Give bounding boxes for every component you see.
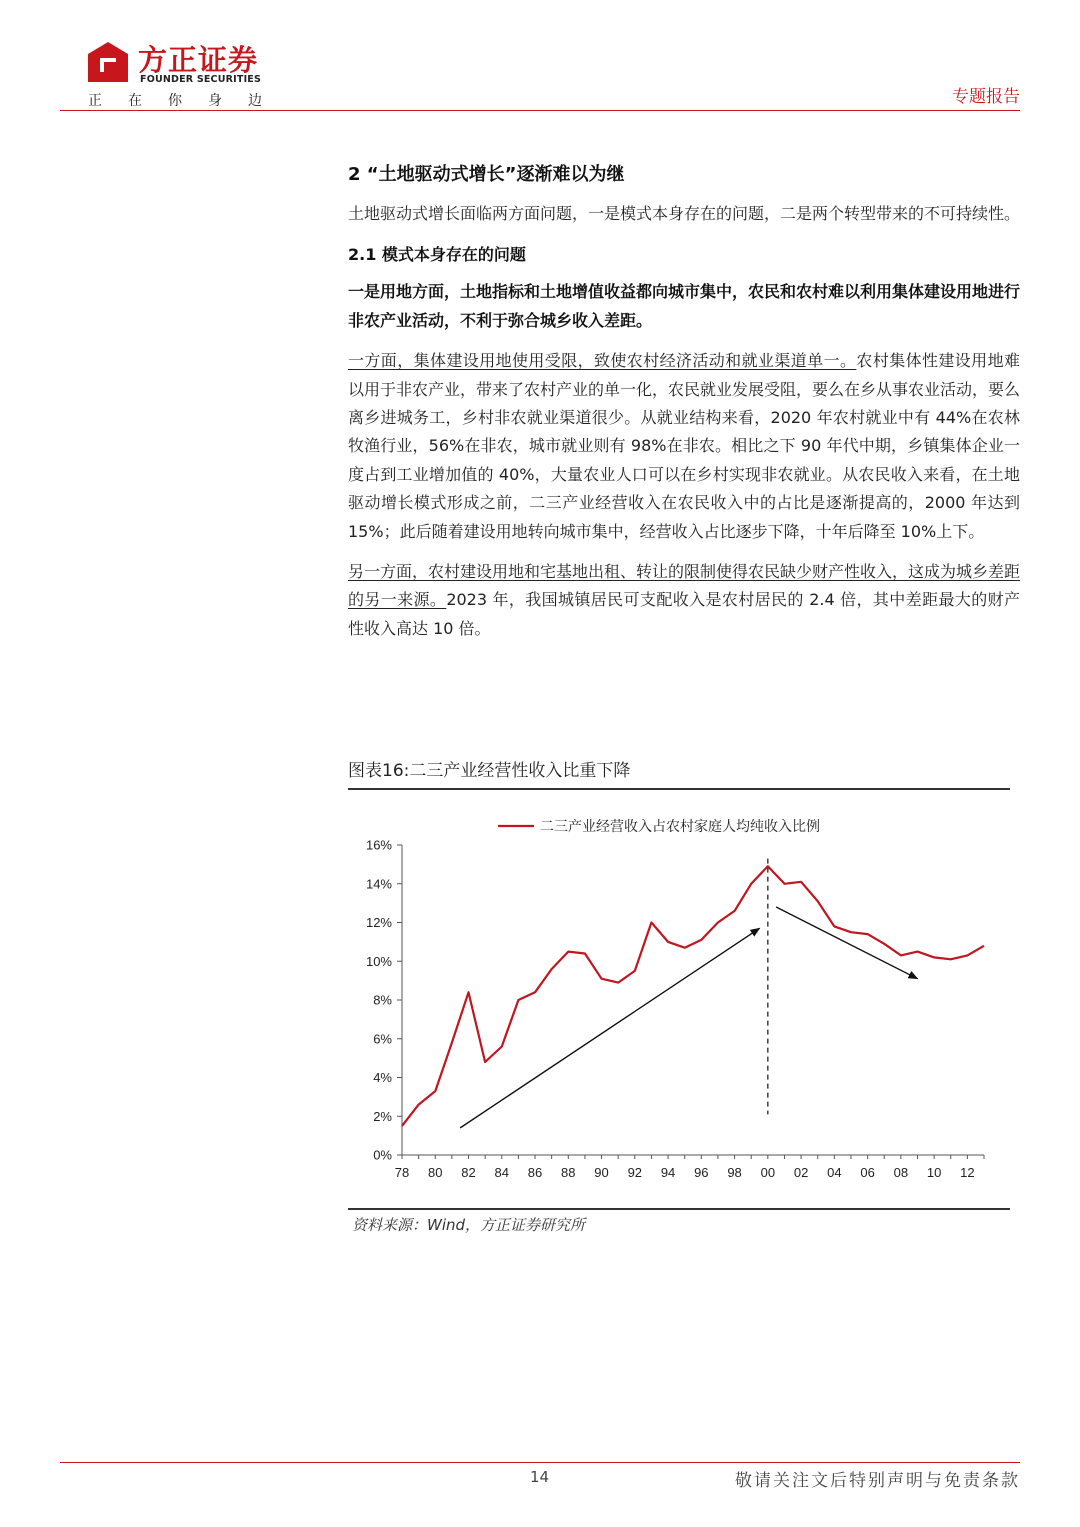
paragraph-body: 农村集体性建设用地难以用于非农产业，带来了农村产业的单一化，农民就业发展受阻，要么在乡从事农业活动，要么离乡进城务工，乡村非农就业渠道很少。从就业结构来看，2020 年农村就业中有 44%在农林牧渔行业，56%在非农，城市就业则有 98%在非农。相比之下 90 年代中期，乡镇集体企业一度占到工业增加值的 40%，大量农业人口可以在乡村实现非农就业。从农民收入来看，在土地驱动增长模式形成之前，二三产业经营收入在农民收入中的占比是逐渐提高的，2000 年达到 15%；此后随着建设用地转向城市集中，经营收入占比逐步下降，十年后降至 10%上下。 bbox=[348, 351, 1021, 541]
x-tick-label: 92 bbox=[627, 1165, 643, 1180]
y-tick-label: 6% bbox=[373, 1031, 392, 1047]
x-tick-label: 78 bbox=[394, 1165, 410, 1180]
x-tick-label: 94 bbox=[660, 1165, 676, 1180]
y-tick-label: 12% bbox=[365, 915, 392, 930]
y-tick-label: 8% bbox=[373, 992, 392, 1008]
y-tick-label: 10% bbox=[365, 953, 392, 969]
y-tick-label: 4% bbox=[373, 1070, 392, 1085]
article-body bbox=[348, 158, 1020, 655]
slogan: 正在你身边 bbox=[88, 93, 288, 109]
figure-title: 图表16:二三产业经营性收入比重下降 bbox=[348, 761, 631, 781]
y-tick-label: 2% bbox=[373, 1108, 392, 1124]
y-tick-label: 16% bbox=[365, 837, 392, 853]
disclaimer-link[interactable]: 敬请关注文后特别声明与免责条款 bbox=[735, 1471, 1020, 1491]
section-heading: 2 “土地驱动式增长”逐渐难以为继 bbox=[348, 164, 625, 185]
y-tick-label: 14% bbox=[365, 876, 392, 892]
figure-bottom-rule bbox=[348, 1208, 1010, 1210]
series-line bbox=[402, 866, 984, 1126]
x-tick-label: 82 bbox=[461, 1165, 476, 1180]
footer-divider bbox=[60, 1462, 1020, 1463]
x-tick-label: 90 bbox=[594, 1165, 609, 1180]
subsection-heading: 2.1 模式本身存在的问题 bbox=[348, 245, 526, 265]
founder-logo-icon bbox=[86, 40, 130, 84]
paragraph-lead-underlined: 另一方面，农村建设用地和宅基地出租、转让的限制使得农民缺少财产性收入，这成为城乡差距的另一来源。 bbox=[348, 562, 1021, 610]
report-type-label: 专题报告 bbox=[952, 87, 1020, 107]
line-chart bbox=[348, 795, 1010, 1205]
x-tick-label: 86 bbox=[527, 1165, 543, 1180]
paragraph-body: 2023 年，我国城镇居民可支配收入是农村居民的 2.4 倍，其中差距最大的财产性收入高达 10 倍。 bbox=[348, 590, 1020, 638]
y-tick-label: 0% bbox=[373, 1147, 392, 1163]
paragraph-lead-underlined: 一方面，集体建设用地使用受限，致使农村经济活动和就业渠道单一。 bbox=[348, 351, 857, 371]
trend-arrow bbox=[460, 928, 759, 1128]
trend-arrow bbox=[776, 907, 917, 979]
x-tick-label: 88 bbox=[561, 1165, 576, 1180]
x-tick-label: 96 bbox=[694, 1165, 709, 1180]
legend-label: 二三产业经营收入占农村家庭人均纯收入比例 bbox=[540, 818, 820, 834]
page-number: 14 bbox=[530, 1468, 550, 1486]
logo-english-name: FOUNDER SECURITIES bbox=[140, 74, 262, 85]
x-tick-label: 06 bbox=[860, 1165, 875, 1180]
logo-chinese-name: 方正证券 bbox=[138, 43, 259, 77]
page-header bbox=[60, 30, 1020, 112]
x-tick-label: 12 bbox=[960, 1165, 975, 1180]
x-tick-label: 10 bbox=[926, 1165, 942, 1180]
x-tick-label: 84 bbox=[494, 1165, 510, 1180]
figure-source: 资料来源：Wind，方正证券研究所 bbox=[352, 1216, 586, 1234]
paragraph-property-income bbox=[348, 558, 1020, 643]
paragraph-land-use bbox=[348, 347, 1020, 546]
x-tick-label: 00 bbox=[760, 1165, 776, 1180]
x-tick-label: 98 bbox=[727, 1165, 742, 1180]
key-point-paragraph: 一是用地方面，土地指标和土地增值收益都向城市集中，农民和农村难以利用集体建设用地进行非农产业活动，不利于弥合城乡收入差距。 bbox=[348, 282, 1021, 330]
header-divider bbox=[60, 110, 1020, 111]
intro-paragraph: 土地驱动式增长面临两方面问题，一是模式本身存在的问题，二是两个转型带来的不可持续性。 bbox=[348, 204, 1021, 223]
x-tick-label: 04 bbox=[827, 1165, 842, 1180]
figure-top-rule bbox=[348, 788, 1010, 790]
x-tick-label: 80 bbox=[428, 1165, 443, 1180]
x-tick-label: 02 bbox=[793, 1165, 809, 1180]
x-tick-label: 08 bbox=[893, 1165, 909, 1180]
